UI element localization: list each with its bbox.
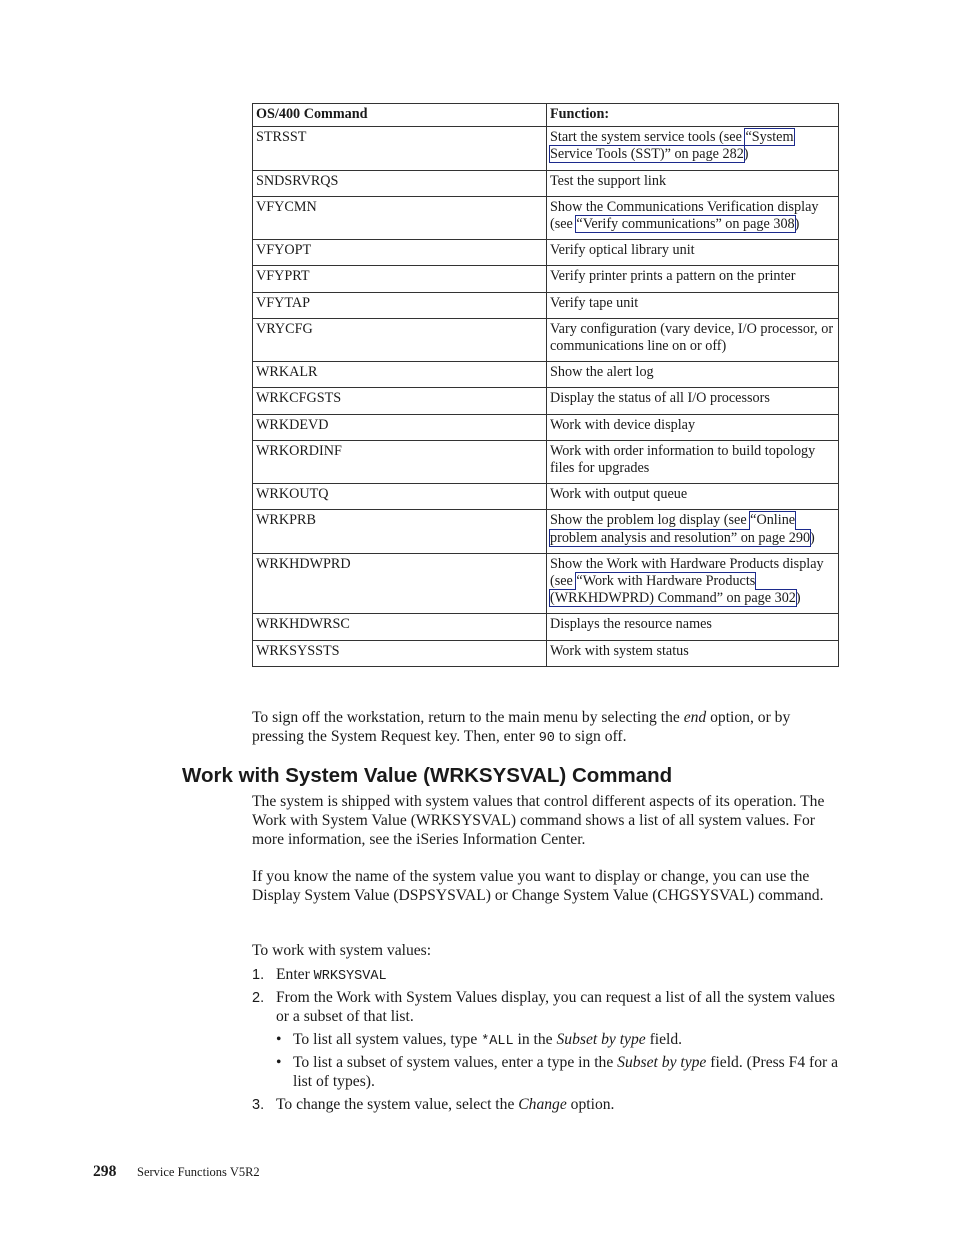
command-cell: VFYTAP bbox=[253, 292, 547, 318]
column-header-command: OS/400 Command bbox=[253, 104, 547, 127]
function-text: Start the system service tools (see bbox=[550, 129, 746, 146]
subset-by-type-field: Subset by type bbox=[556, 1031, 646, 1048]
table-row bbox=[253, 640, 839, 666]
table-row bbox=[253, 553, 839, 614]
command-cell: SNDSRVRQS bbox=[253, 170, 547, 196]
command-cell: STRSST bbox=[253, 127, 547, 170]
bullet-1-marker: • bbox=[276, 1031, 282, 1048]
function-cell bbox=[547, 553, 839, 614]
bullet-1-text-2: in the bbox=[513, 1031, 557, 1048]
function-text: Work with order information to build topology files for upgrades bbox=[550, 442, 816, 477]
table-row bbox=[253, 170, 839, 196]
function-text: Work with system status bbox=[550, 642, 689, 659]
function-text: Show the alert log bbox=[550, 364, 654, 381]
command-cell: WRKSYSSTS bbox=[253, 640, 547, 666]
function-text-end: ) bbox=[795, 590, 801, 607]
intro-paragraph: The system is shipped with system values that control different aspects of its operation. The Work with System Value (WRKSYSVAL) command shows a list of all system values. For more information, see the iSeries Information Center. bbox=[252, 793, 825, 848]
function-cell bbox=[547, 414, 839, 440]
cross-reference-link[interactable]: “System Service Tools (SST)” on page 282 bbox=[550, 129, 794, 163]
table-row bbox=[253, 196, 839, 239]
command-cell: VRYCFG bbox=[253, 318, 547, 361]
cross-reference-link[interactable]: “Online problem analysis and resolution” on page 290 bbox=[550, 512, 811, 546]
table-row bbox=[253, 318, 839, 361]
wrksysval-code: WRKSYSVAL bbox=[313, 969, 387, 984]
function-text-end: ) bbox=[743, 146, 749, 163]
function-cell bbox=[547, 484, 839, 510]
command-cell: WRKHDWPRD bbox=[253, 553, 547, 614]
function-cell bbox=[547, 292, 839, 318]
command-cell: VFYOPT bbox=[253, 240, 547, 266]
bullet-2-text-1: To list a subset of system values, enter a type in the bbox=[293, 1054, 618, 1071]
signoff-paragraph bbox=[252, 709, 842, 749]
command-cell: WRKCFGSTS bbox=[253, 388, 547, 414]
steps-intro: To work with system values: bbox=[252, 942, 432, 959]
signoff-text-2: option, or by pressing the System Request key. Then, enter bbox=[252, 709, 791, 745]
command-table bbox=[252, 103, 839, 667]
command-cell: VFYCMN bbox=[253, 196, 547, 239]
function-text: Work with device display bbox=[550, 416, 696, 433]
function-text: Show the Work with Hardware Products display (see bbox=[550, 555, 824, 590]
signoff-text-1: To sign off the workstation, return to the main menu by selecting the bbox=[252, 709, 684, 726]
function-text: Displays the resource names bbox=[550, 616, 712, 633]
table-row bbox=[253, 362, 839, 388]
function-text: Work with output queue bbox=[550, 486, 688, 503]
column-header-function: Function: bbox=[547, 104, 839, 127]
book-title: Service Functions V5R2 bbox=[137, 1165, 260, 1179]
step-3-text-1: To change the system value, select the bbox=[276, 1096, 519, 1113]
change-option: Change bbox=[518, 1096, 567, 1113]
bullet-2-marker: • bbox=[276, 1054, 282, 1071]
table-row bbox=[253, 510, 839, 553]
function-text: Test the support link bbox=[550, 172, 667, 189]
command-cell: WRKOUTQ bbox=[253, 484, 547, 510]
function-cell bbox=[547, 318, 839, 361]
function-cell bbox=[547, 614, 839, 640]
step-3-text-2: option. bbox=[566, 1096, 615, 1113]
function-cell bbox=[547, 388, 839, 414]
table-row bbox=[253, 266, 839, 292]
table-row bbox=[253, 292, 839, 318]
end-option: end bbox=[683, 709, 707, 726]
step-2-number: 2. bbox=[252, 990, 265, 1006]
all-code: *ALL bbox=[481, 1034, 514, 1049]
function-cell bbox=[547, 170, 839, 196]
command-cell: WRKORDINF bbox=[253, 440, 547, 483]
bullet-2-text-2: field. (Press F4 for a list of types). bbox=[293, 1054, 839, 1090]
table-row bbox=[253, 440, 839, 483]
command-cell: WRKALR bbox=[253, 362, 547, 388]
cross-reference-link[interactable]: “Verify communications” on page 308 bbox=[576, 216, 795, 233]
table-header-row bbox=[253, 104, 839, 127]
table-row bbox=[253, 388, 839, 414]
signoff-code: 90 bbox=[538, 730, 555, 746]
cross-reference-link[interactable]: “Work with Hardware Products (WRKHDWPRD) Command” on page 302 bbox=[550, 573, 796, 607]
table-row bbox=[253, 614, 839, 640]
function-text: Vary configuration (vary device, I/O processor, or communications line on or off) bbox=[550, 320, 834, 355]
function-cell bbox=[547, 266, 839, 292]
step-3-number: 3. bbox=[252, 1097, 265, 1113]
command-cell: WRKDEVD bbox=[253, 414, 547, 440]
command-cell: WRKHDWRSC bbox=[253, 614, 547, 640]
section-heading: Work with System Value (WRKSYSVAL) Command bbox=[182, 764, 673, 787]
function-text: Verify printer prints a pattern on the printer bbox=[550, 268, 796, 285]
signoff-text-3: to sign off. bbox=[554, 727, 627, 745]
table-row bbox=[253, 484, 839, 510]
function-cell bbox=[547, 362, 839, 388]
function-cell bbox=[547, 640, 839, 666]
table-row bbox=[253, 414, 839, 440]
display-change-paragraph: If you know the name of the system value you want to display or change, you can use the Display System Value (DSPSYSVAL) or Change System Value (CHGSYSVAL) command. bbox=[252, 868, 824, 904]
function-text: Display the status of all I/O processors bbox=[550, 390, 770, 407]
subset-by-type-field-2: Subset by type bbox=[617, 1054, 707, 1071]
function-cell bbox=[547, 240, 839, 266]
table-row bbox=[253, 127, 839, 170]
step-3 bbox=[276, 1096, 842, 1115]
function-cell bbox=[547, 127, 839, 170]
function-cell bbox=[547, 196, 839, 239]
function-text: Show the Communications Verification display (see bbox=[550, 198, 819, 233]
step-1-number: 1. bbox=[252, 967, 265, 983]
bullet-1-text-1: To list all system values, type bbox=[293, 1031, 482, 1048]
function-cell bbox=[547, 510, 839, 553]
function-text: Show the problem log display (see bbox=[550, 512, 751, 529]
function-cell bbox=[547, 440, 839, 483]
command-cell: WRKPRB bbox=[253, 510, 547, 553]
step-1 bbox=[276, 966, 842, 987]
bullet-1 bbox=[293, 1031, 842, 1052]
function-text-end: ) bbox=[810, 529, 815, 546]
bullet-1-text-3: field. bbox=[645, 1031, 683, 1048]
page-number: 298 bbox=[93, 1163, 117, 1180]
step-2-text: From the Work with System Values display, you can request a list of all the system values or a subset of that list. bbox=[276, 989, 835, 1025]
bullet-2 bbox=[293, 1054, 842, 1092]
function-text-end: ) bbox=[794, 216, 800, 233]
function-text: Verify optical library unit bbox=[550, 242, 695, 259]
table-row bbox=[253, 240, 839, 266]
function-text: Verify tape unit bbox=[550, 294, 639, 311]
command-cell: VFYPRT bbox=[253, 266, 547, 292]
table-body bbox=[253, 127, 839, 667]
step-1-text: Enter bbox=[276, 966, 314, 983]
